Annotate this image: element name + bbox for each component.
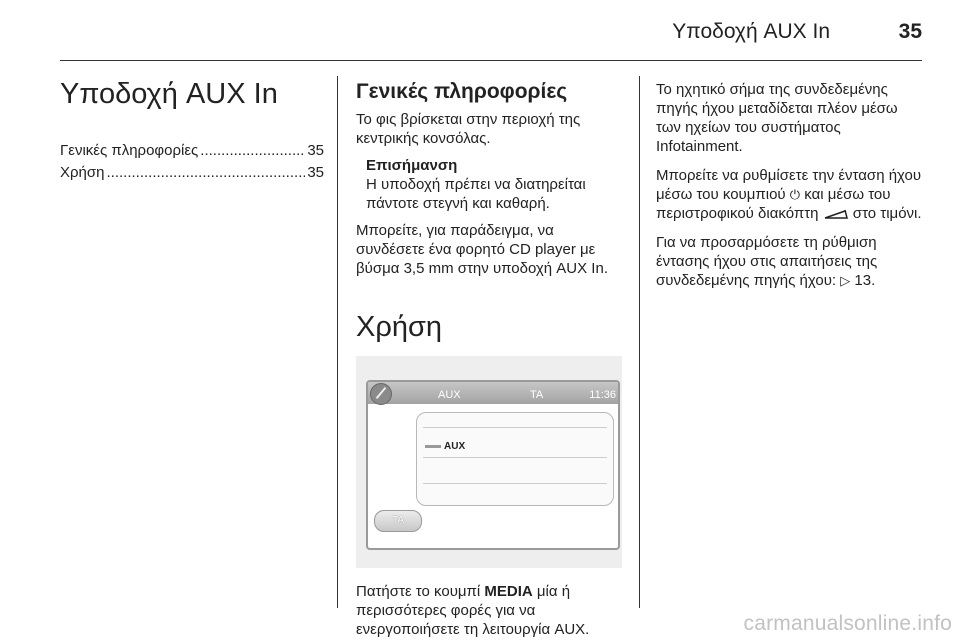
thumbwheel-icon — [823, 208, 849, 220]
instruction-suffix: μία ή περισσότερες φορές για να ενεργοποιήσετε τη λειτουργία AUX. — [356, 583, 590, 638]
page-header — [60, 18, 922, 48]
toc-entry-label: Γενικές πληροφορίες — [60, 142, 199, 159]
infotainment-screenshot — [356, 356, 622, 568]
ta-button: TA — [374, 510, 422, 532]
source-label: AUX — [438, 389, 461, 401]
toc-entry-label: Χρήση — [60, 164, 105, 181]
page-reference-icon: ▷ — [840, 273, 851, 288]
list-item-aux: AUX — [425, 437, 465, 456]
note-text: Η υποδοχή πρέπει να διατηρείται πάντοτε στεγνή και καθαρή. — [366, 176, 586, 212]
general-intro: Το φις βρίσκεται στην περιοχή της κεντρικής κονσόλας. — [356, 111, 581, 147]
list-divider — [423, 427, 607, 428]
list-divider — [423, 457, 607, 458]
display-topbar — [368, 382, 618, 404]
adjust-volume-paragraph — [656, 233, 926, 290]
volume-text-b: και μέσω του περιστροφικού διακόπτη — [656, 186, 891, 222]
page-number: 35 — [898, 20, 922, 43]
audio-output-paragraph: Το ηχητικό σήμα της συνδεδεμένης πηγής ήχου μεταδίδεται πλέον μέσω των ηχείων του συστήματος Infotainment. — [656, 81, 898, 155]
ta-indicator: TA — [530, 389, 544, 401]
adjust-text-b: 13. — [850, 272, 876, 289]
toc-leader-dots — [106, 162, 305, 184]
toc-column — [60, 76, 324, 184]
toc-entry[interactable] — [60, 162, 324, 184]
toc-entry-page: 35 — [307, 142, 324, 159]
volume-text-c: στο τιμόνι. — [848, 205, 922, 222]
power-knob-icon: ⏻ — [789, 187, 801, 202]
volume-paragraph — [656, 166, 926, 223]
column-divider — [337, 76, 338, 608]
settings-knob-icon — [370, 383, 392, 405]
display-screen — [366, 380, 620, 550]
media-button-label: MEDIA — [484, 583, 533, 600]
toc-entry-page: 35 — [307, 164, 324, 181]
note-title: Επισήμανση — [366, 157, 458, 174]
toc-entry[interactable] — [60, 140, 324, 162]
chapter-heading: Υποδοχή AUX In — [60, 78, 278, 110]
toc-leader-dots — [200, 140, 305, 162]
usage-instruction — [356, 582, 624, 639]
watermark: carmanualsonline.info — [743, 612, 952, 635]
instruction-prefix: Πατήστε το κουμπί — [356, 583, 485, 600]
clock: 11:36 — [589, 389, 616, 401]
note-box — [366, 156, 624, 213]
adjust-text-a: Για να προσαρμόσετε τη ρύθμιση έντασης ήχου στις απαιτήσεις της συνδεδεμένης πηγής ήχου: — [656, 234, 878, 289]
general-paragraph: Μπορείτε, για παράδειγμα, να συνδέσετε ένα φορητό CD player με βύσμα 3,5 mm στην υποδοχή AUX In. — [356, 222, 608, 277]
right-column — [656, 80, 926, 300]
running-title: Υποδοχή AUX In — [672, 20, 830, 43]
section-heading-usage: Χρήση — [356, 311, 442, 343]
volume-text-a: Μπορείτε να ρυθμίσετε την ένταση ήχου μέσω του κουμπιού — [656, 167, 922, 203]
list-divider — [423, 483, 607, 484]
section-heading-general: Γενικές πληροφορίες — [356, 80, 568, 103]
source-list — [416, 412, 614, 506]
column-divider — [639, 76, 640, 608]
header-rule — [60, 60, 922, 61]
middle-column — [356, 80, 624, 639]
